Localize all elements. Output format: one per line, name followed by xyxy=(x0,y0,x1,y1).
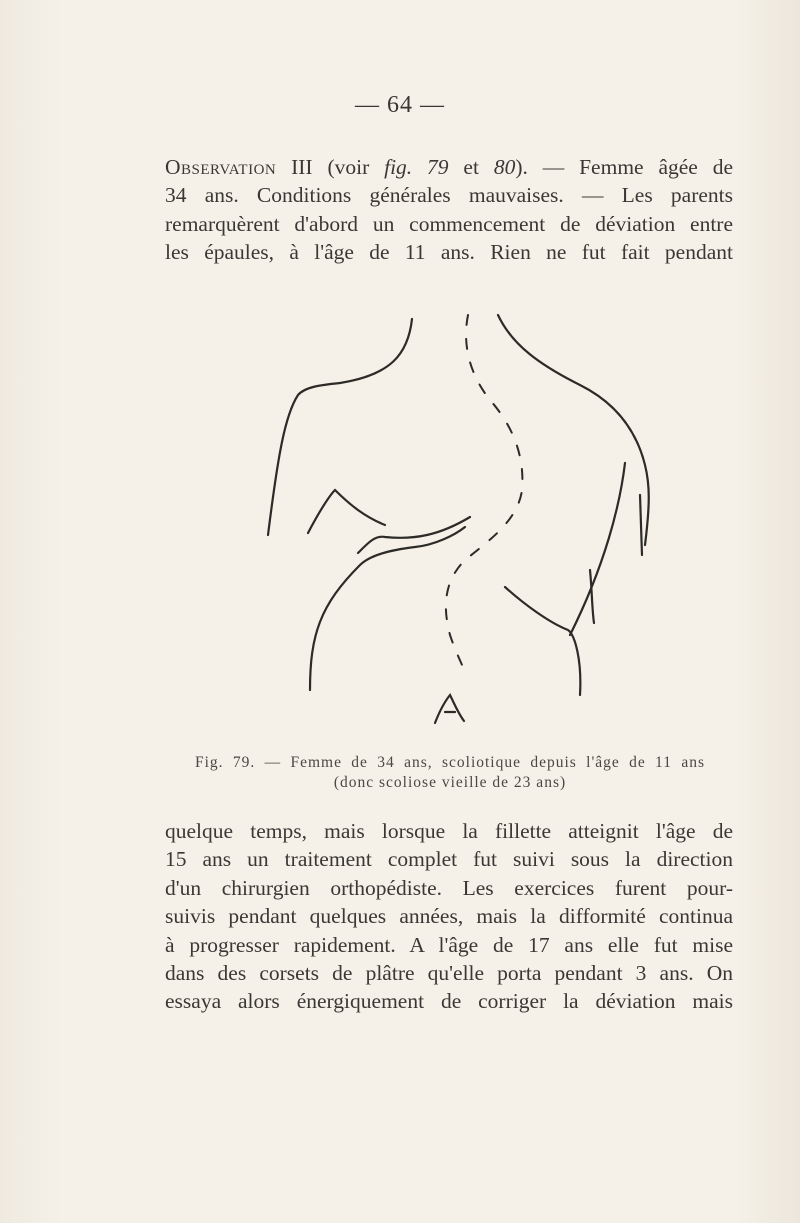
paragraph-line: quelque temps, mais lorsque la fillette atteignit l'âge de xyxy=(165,819,733,843)
neck-line-right xyxy=(498,315,649,545)
figure-reference: 80 xyxy=(493,155,516,179)
caption-line: (donc scoliose vieille de 23 ans) xyxy=(333,774,567,791)
paragraph-observation-intro xyxy=(165,153,733,267)
page-number: — 64 — xyxy=(355,92,445,118)
text-run: ). — Femme âgée de xyxy=(515,155,733,179)
back-outline-drawing xyxy=(250,305,670,745)
right-back-inner xyxy=(640,495,642,555)
neck-line-left xyxy=(268,319,412,535)
right-hip-curve xyxy=(505,587,580,695)
figure-caption xyxy=(195,753,705,793)
observation-label: Observation xyxy=(165,155,277,179)
paragraph-line: à progresser rapidement. A l'âge de 17 ans elle fut mise xyxy=(165,932,733,957)
paragraph-line: remarquèrent d'abord un commencement de déviation entre xyxy=(165,211,733,236)
paragraph-line: 34 ans. Conditions générales mauvaises. — Les parents xyxy=(165,183,733,208)
paragraph-line: suivis pendant quelques années, mais la difformité continua xyxy=(165,904,733,929)
text-run: III (voir xyxy=(276,155,385,179)
paragraph-observation-continued xyxy=(165,817,733,1016)
right-side-line xyxy=(590,570,594,623)
figure-scoliosis-sketch xyxy=(250,305,670,745)
sacrum-mark xyxy=(435,695,464,723)
paragraph-line: les épaules, à l'âge de 11 ans. Rien ne fut fait pendant xyxy=(165,240,733,265)
paragraph-line xyxy=(165,153,733,181)
paragraph-line: dans des corsets de plâtre qu'elle porta pendant 3 ans. On xyxy=(165,960,733,985)
paragraph-line: d'un chirurgien orthopédiste. Les exercices furent pour- xyxy=(165,875,733,900)
paragraph-line: essaya alors énergiquement de corriger la déviation mais xyxy=(165,989,733,1014)
figure-reference: fig. 79 xyxy=(384,155,449,179)
paragraph-line: 15 ans un traitement complet fut suivi sous la direction xyxy=(165,847,733,872)
left-arm-upper xyxy=(308,490,385,533)
right-back-edge xyxy=(570,463,625,635)
caption-line: Fig. 79. — Femme de 34 ans, scoliotique depuis l'âge de 11 ans xyxy=(195,754,705,771)
left-arm-lower xyxy=(310,527,465,690)
text-run: et xyxy=(448,155,494,179)
spine-curve-dashed xyxy=(446,315,523,665)
